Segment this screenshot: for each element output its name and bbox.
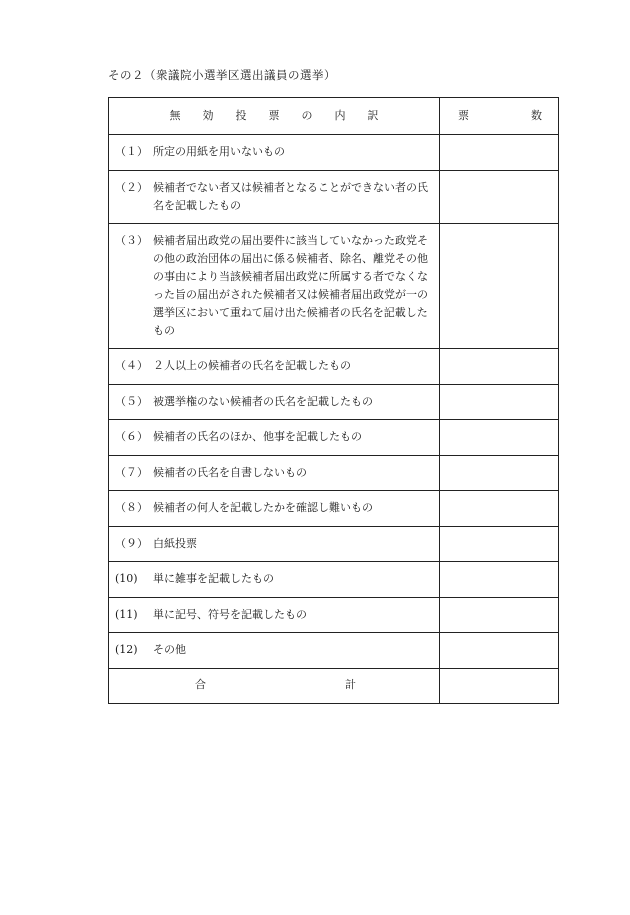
table-header-row	[109, 98, 559, 135]
table-row	[109, 491, 559, 527]
reason-cell	[109, 598, 440, 633]
table-row	[109, 633, 559, 669]
reason-cell	[109, 562, 440, 598]
header-count-label-left: 票	[458, 109, 469, 122]
reason-cell	[109, 385, 440, 420]
item-number: (10)	[115, 572, 138, 585]
reason-content	[109, 562, 439, 596]
table-row	[109, 527, 559, 562]
reason-cell	[109, 633, 440, 669]
reason-content	[109, 491, 439, 525]
reason-cell	[109, 171, 440, 224]
reason-content	[109, 527, 439, 561]
table-row	[109, 349, 559, 385]
reason-cell	[109, 135, 440, 171]
reason-cell	[109, 224, 440, 349]
reason-content	[109, 633, 439, 667]
count-cell[interactable]	[440, 171, 559, 224]
header-count-label-right: 数	[531, 109, 542, 122]
item-number: （１）	[115, 145, 148, 158]
count-cell[interactable]	[440, 135, 559, 171]
reason-content	[109, 224, 439, 348]
table-row	[109, 562, 559, 598]
total-row	[109, 669, 559, 704]
table-row	[109, 385, 559, 420]
count-cell[interactable]	[440, 633, 559, 669]
reason-content	[109, 598, 439, 632]
total-label-left: 合	[195, 678, 206, 691]
item-number: (12)	[115, 643, 138, 656]
reason-content	[109, 171, 439, 223]
item-text: 白紙投票	[153, 537, 197, 550]
table-body	[109, 135, 559, 669]
reason-cell	[109, 420, 440, 456]
count-cell[interactable]	[440, 456, 559, 491]
invalid-vote-table	[108, 97, 559, 704]
count-cell[interactable]	[440, 527, 559, 562]
item-text: 所定の用紙を用いないもの	[153, 145, 285, 158]
item-text: その他	[153, 643, 186, 656]
reason-cell	[109, 491, 440, 527]
item-text: 単に雑事を記載したもの	[153, 572, 274, 585]
reason-content	[109, 456, 439, 490]
item-text: 候補者の氏名を自書しないもの	[153, 466, 307, 479]
page-heading: その２（衆議院小選挙区選出議員の選挙）	[108, 68, 336, 82]
total-label-cell	[109, 669, 440, 704]
item-text: 候補者でない者又は候補者となることができない者の氏名を記載したもの	[153, 181, 428, 212]
total-count-cell[interactable]	[440, 669, 559, 704]
header-reason-cell	[109, 98, 440, 135]
count-cell[interactable]	[440, 491, 559, 527]
item-text: 候補者届出政党の届出要件に該当していなかった政党その他の政治団体の届出に係る候補者、除名、離党その他の事由により当該候補者届出政党に所属する者でなくなった旨の届出がされた候補者又は候補者届出政党が一の選挙区において重ねて届け出た候補者の氏名を記載したもの	[153, 234, 428, 337]
item-number: （５）	[115, 395, 148, 408]
item-number: （２）	[115, 181, 148, 194]
table-row	[109, 598, 559, 633]
reason-content	[109, 420, 439, 454]
table-row	[109, 224, 559, 349]
reason-cell	[109, 527, 440, 562]
item-text: 被選挙権のない候補者の氏名を記載したもの	[153, 395, 373, 408]
item-text: 候補者の何人を記載したかを確認し難いもの	[153, 501, 373, 514]
reason-content	[109, 349, 439, 383]
reason-cell	[109, 349, 440, 385]
table-row	[109, 420, 559, 456]
header-count-cell	[440, 98, 559, 135]
count-cell[interactable]	[440, 224, 559, 349]
count-cell[interactable]	[440, 349, 559, 385]
item-text: ２人以上の候補者の氏名を記載したもの	[153, 359, 351, 372]
item-number: （６）	[115, 430, 148, 443]
item-number: （８）	[115, 501, 148, 514]
item-text: 候補者の氏名のほか、他事を記載したもの	[153, 430, 362, 443]
item-number: （３）	[115, 234, 148, 247]
count-cell[interactable]	[440, 420, 559, 456]
reason-content	[109, 385, 439, 419]
count-cell[interactable]	[440, 598, 559, 633]
item-number: （７）	[115, 466, 148, 479]
count-cell[interactable]	[440, 562, 559, 598]
table-row	[109, 456, 559, 491]
table-row	[109, 171, 559, 224]
total-label-right: 計	[345, 678, 356, 691]
item-text: 単に記号、符号を記載したもの	[153, 608, 307, 621]
count-cell[interactable]	[440, 385, 559, 420]
header-reason-label: 無効投票の内訳	[169, 109, 401, 122]
reason-cell	[109, 456, 440, 491]
item-number: （４）	[115, 359, 148, 372]
item-number: (11)	[115, 608, 138, 621]
table-row	[109, 135, 559, 171]
reason-content	[109, 135, 439, 169]
item-number: （９）	[115, 537, 148, 550]
